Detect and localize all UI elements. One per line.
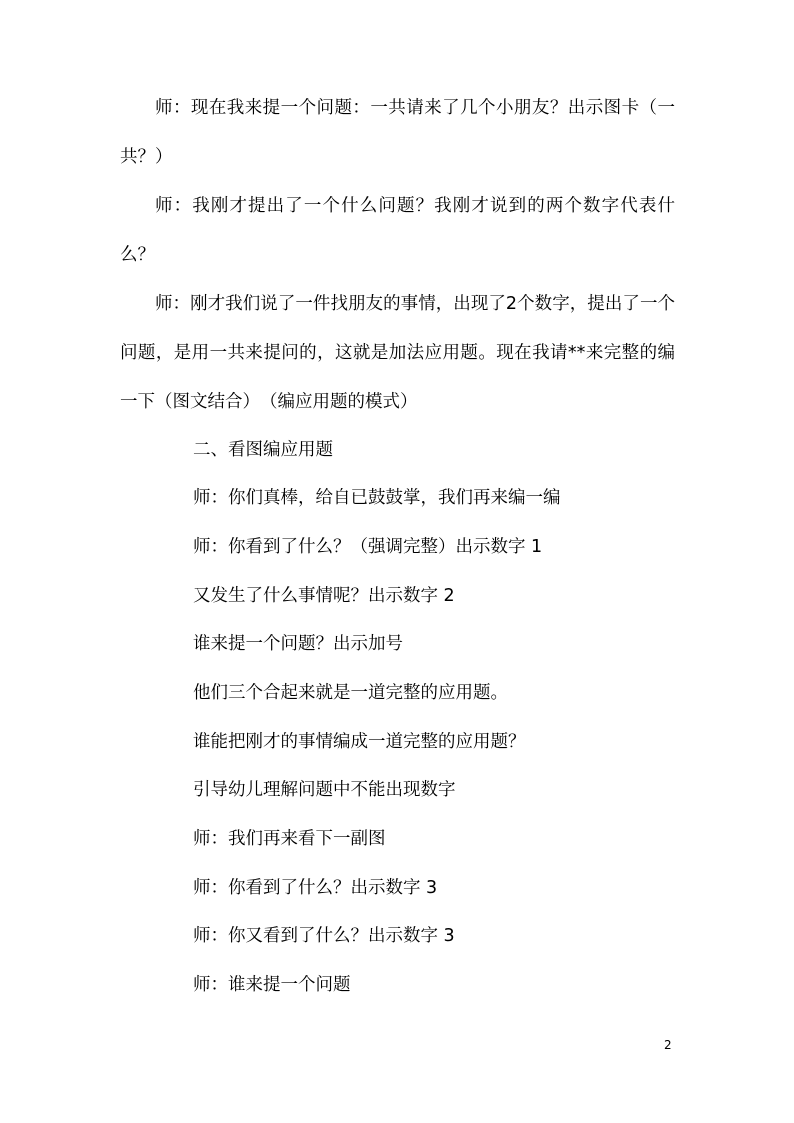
paragraph-question-meaning: 师：我刚才提出了一个什么问题？我刚才说到的两个数字代表什么？ — [120, 196, 675, 265]
text-line: 谁能把刚才的事情编成一道完整的应用题？ — [193, 732, 526, 752]
page-number: 2 — [664, 1038, 672, 1052]
paragraph-question-total: 师：现在我来提一个问题：一共请来了几个小朋友？出示图卡（一共？） — [120, 98, 675, 167]
text-line: 他们三个合起来就是一道完整的应用题。 — [193, 683, 508, 703]
text-line: 又发生了什么事情呢？出示数字 2 — [193, 586, 455, 606]
paragraph-addition-explanation: 师：刚才我们说了一件找朋友的事情，出现了2个数字，提出了一个问题，是用一共来提问的，这就是加法应用题。现在我请**来完整的编一下（图文结合） （编应用题的模式） — [120, 294, 675, 412]
text-line: 师：我们再来看下一副图 — [193, 829, 386, 849]
text-line: 谁来提一个问题？出示加号 — [193, 634, 403, 654]
text-line: 师：你又看到了什么？出示数字 3 — [193, 926, 455, 946]
text-line: 师：谁来提一个问题 — [193, 975, 351, 995]
section-heading: 二、看图编应用题 — [193, 440, 333, 460]
text-line: 师：你看到了什么？出示数字 3 — [193, 878, 438, 898]
text-line: 引导幼儿理解问题中不能出现数字 — [193, 780, 456, 800]
text-line: 师：你们真棒，给自已鼓鼓掌，我们再来编一编 — [193, 488, 561, 508]
text-line: 师：你看到了什么？（强调完整）出示数字 1 — [193, 537, 543, 557]
